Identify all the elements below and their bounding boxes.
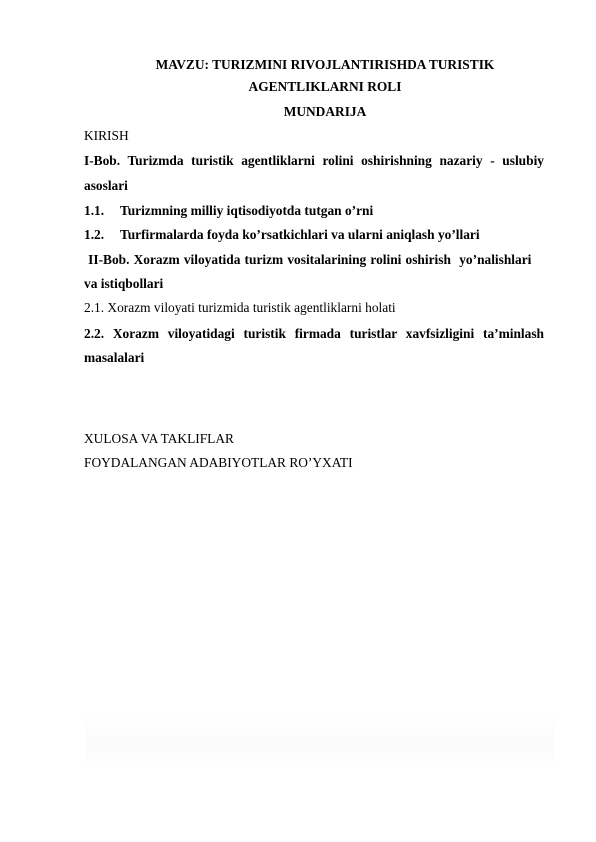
toc-conclusion: XULOSA VA TAKLIFLAR (84, 431, 234, 446)
toc-section-1-2-number: 1.2. (84, 227, 105, 242)
toc-section-1-2 (84, 227, 544, 243)
toc-section-2-1: 2.1. Xorazm viloyati turizmida turistik agentliklarni holati (84, 300, 396, 315)
toc-section-2-2-line-1: 2.2. Xorazm viloyatidagi turistik firmada turistlar xavfsizligini ta’minlash (84, 326, 544, 341)
toc-references: FOYDALANGAN ADABIYOTLAR RO’YXATI (84, 455, 353, 470)
document-title-line-1: MAVZU: TURIZMINI RIVOJLANTIRISHDA TURISTIK (155, 57, 495, 72)
toc-chapter-1-line-2: asoslari (84, 178, 128, 193)
toc-section-1-1 (84, 203, 544, 219)
page-background-shade (86, 712, 554, 772)
contents-heading: MUNDARIJA (283, 104, 367, 119)
toc-chapter-2-line-1: II-Bob. Xorazm viloyatida turizm vositalarining rolini oshirish yo’nalishlari (84, 252, 532, 267)
toc-section-1-1-text: Turizmning milliy iqtisodiyotda tutgan o’rni (120, 203, 374, 218)
document-title-line-2: AGENTLIKLARNI ROLI (248, 79, 402, 94)
toc-section-1-1-number: 1.1. (84, 203, 105, 218)
toc-intro: KIRISH (84, 128, 129, 143)
toc-section-1-2-text: Turfirmalarda foyda ko’rsatkichlari va ularni aniqlash yo’llari (120, 227, 480, 242)
toc-chapter-2-line-2: va istiqbollari (84, 276, 164, 291)
toc-section-2-2-line-2: masalalari (84, 350, 145, 365)
toc-chapter-1-line-1: I-Bob. Turizmda turistik agentliklarni rolini oshirishning nazariy - uslubiy (84, 153, 544, 168)
